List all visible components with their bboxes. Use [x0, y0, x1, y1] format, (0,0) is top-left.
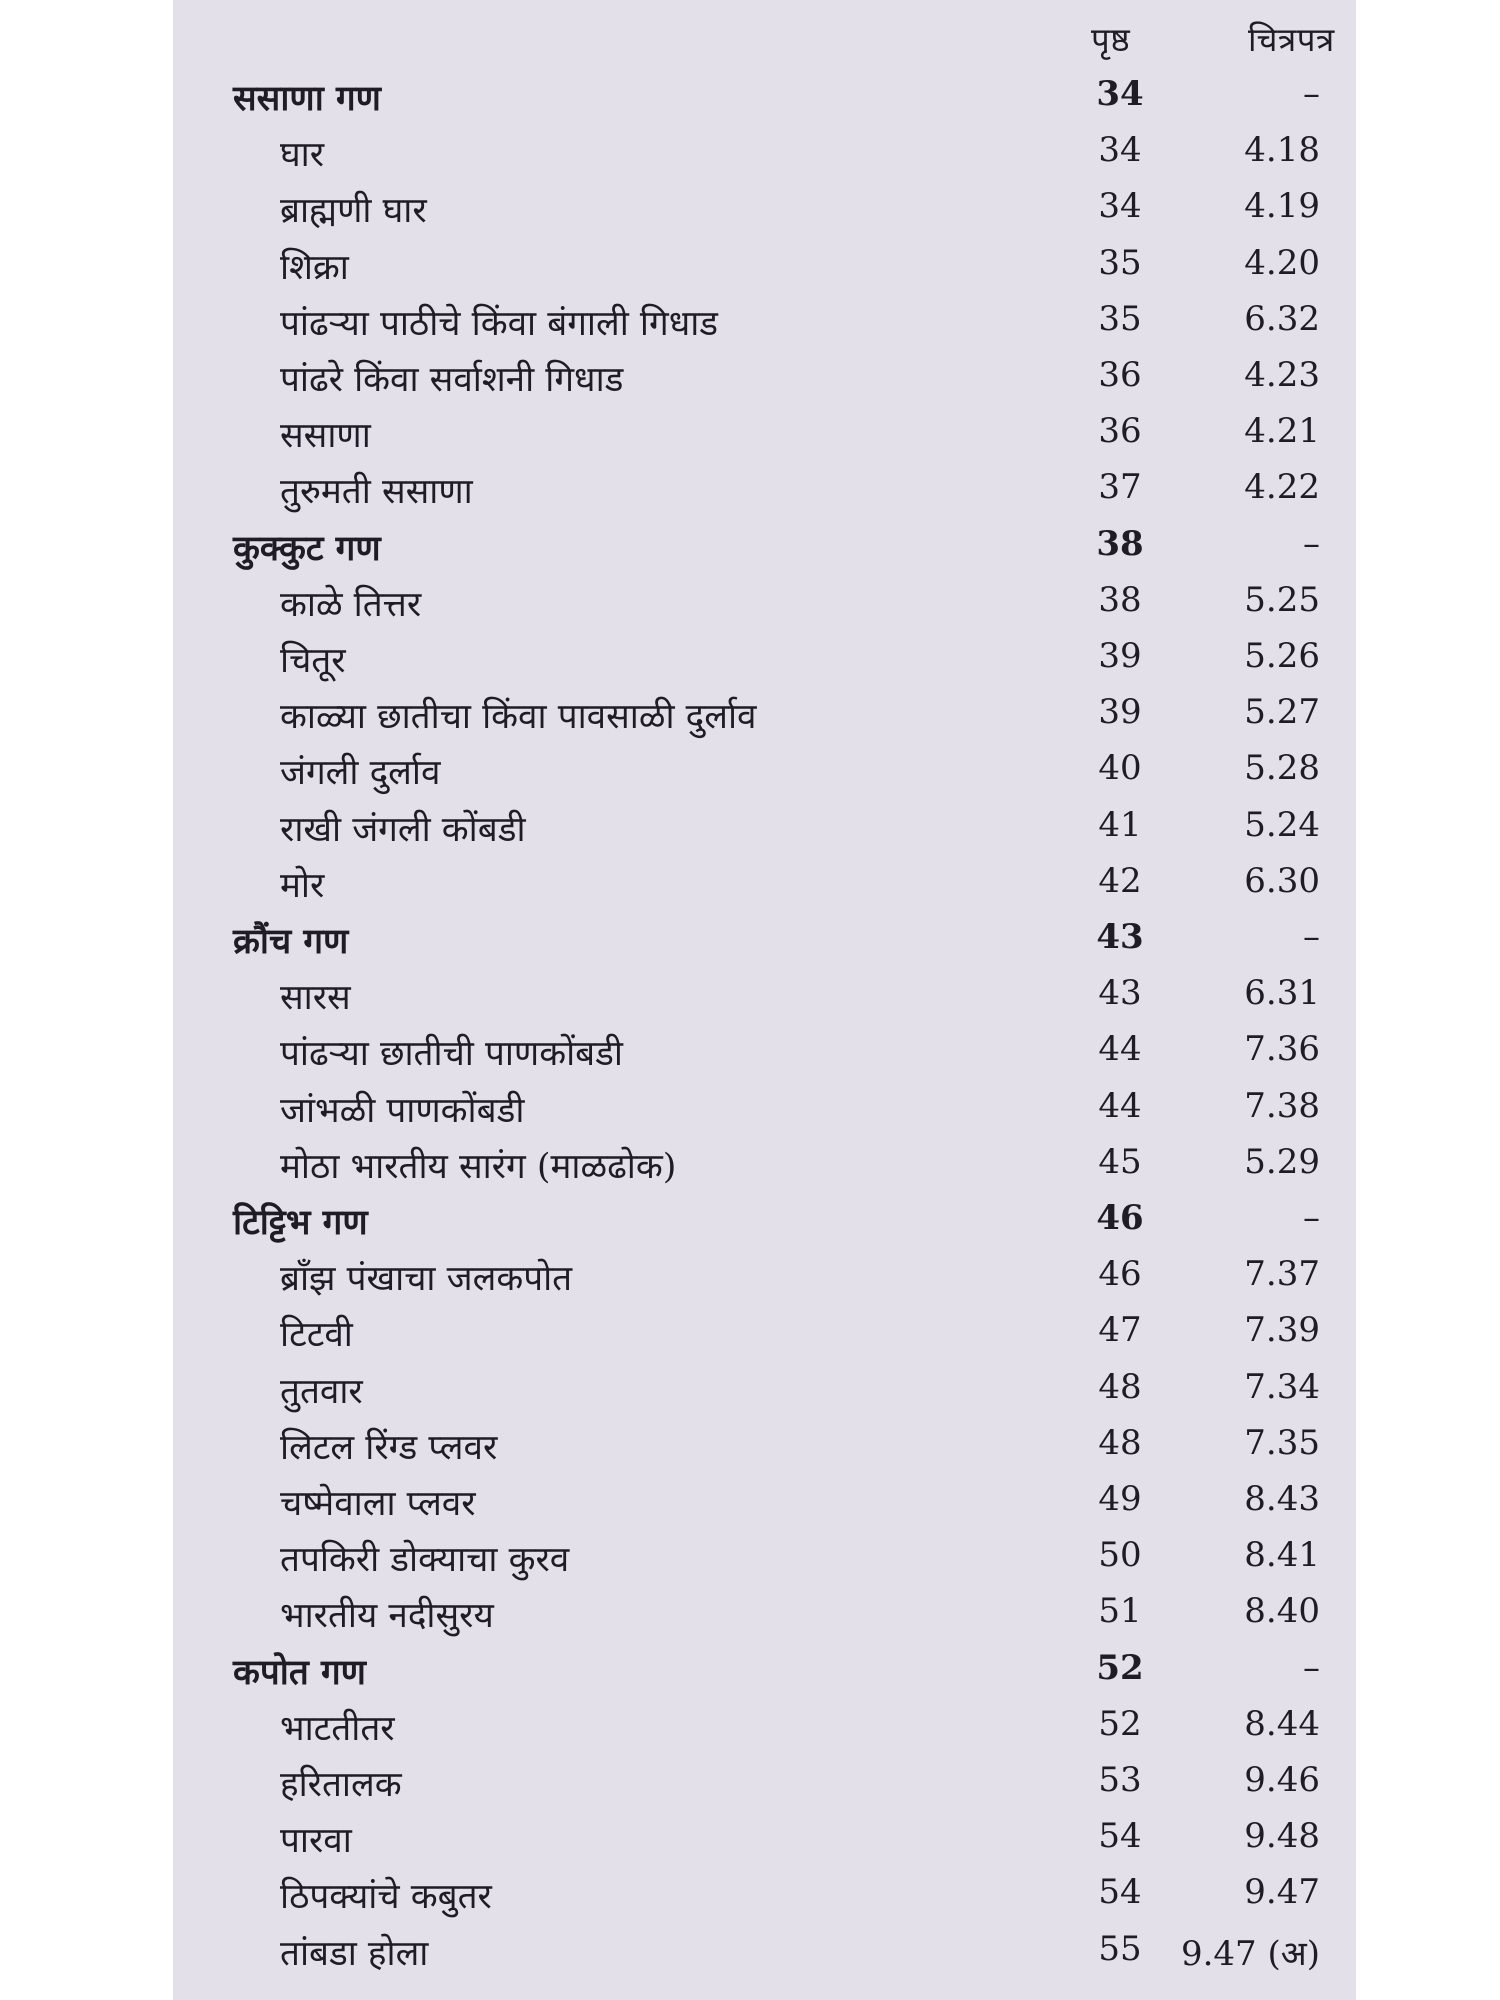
entry-row — [173, 684, 1356, 740]
bird-name: घार — [280, 135, 325, 176]
page-number: 53 — [1098, 1760, 1142, 1800]
bird-name: तांबडा होला — [280, 1933, 429, 1974]
bird-name: काळे तित्तर — [280, 584, 422, 625]
page-number: 52 — [1096, 1647, 1144, 1688]
plate-number: 4.22 — [1244, 467, 1320, 508]
plate-number: 7.38 — [1244, 1085, 1320, 1126]
plate-number: 7.36 — [1244, 1029, 1320, 1070]
plate-number: 8.44 — [1244, 1703, 1320, 1744]
bird-name: राखी जंगली कोंबडी — [280, 809, 526, 850]
entry-row — [173, 1021, 1356, 1077]
entry-row — [173, 628, 1356, 684]
page-number: 34 — [1098, 130, 1142, 171]
entry-row — [173, 1527, 1356, 1583]
entry-row — [173, 235, 1356, 291]
page-number: 48 — [1098, 1422, 1142, 1463]
group-name: कपोत गण — [233, 1651, 366, 1693]
entry-row — [173, 965, 1356, 1021]
entry-row — [173, 572, 1356, 628]
bird-name: सारस — [280, 978, 351, 1019]
page-number: 46 — [1096, 1198, 1144, 1238]
plate-number: 4.18 — [1244, 130, 1320, 171]
entry-row — [173, 1359, 1356, 1415]
page-number: 34 — [1098, 186, 1142, 227]
entry-row — [173, 1696, 1356, 1752]
plate-number: 9.48 — [1244, 1816, 1320, 1857]
plate-number: 8.41 — [1244, 1535, 1320, 1576]
page-number: 49 — [1098, 1479, 1142, 1519]
group-heading-row — [173, 66, 1356, 122]
page-number: 45 — [1098, 1141, 1142, 1182]
page-number: 36 — [1098, 355, 1142, 395]
page-number: 37 — [1098, 467, 1142, 508]
page-number: 39 — [1098, 692, 1142, 733]
entry-row — [173, 459, 1356, 515]
group-heading-row — [173, 1190, 1356, 1246]
page-number: 35 — [1098, 298, 1142, 339]
bird-name: चष्मेवाला प्लवर — [280, 1484, 476, 1524]
entry-row — [173, 1921, 1356, 1977]
plate-number: 7.39 — [1244, 1310, 1320, 1351]
plate-number: – — [1303, 917, 1320, 957]
group-name: क्रौंच गण — [233, 921, 349, 962]
group-name: कुक्कुट गण — [233, 527, 381, 569]
page-number: 44 — [1098, 1085, 1142, 1126]
bird-name: टिटवी — [280, 1315, 353, 1356]
plate-number: 8.40 — [1244, 1591, 1320, 1632]
plate-number: 5.24 — [1244, 804, 1320, 845]
bird-name: भाटतीतर — [280, 1708, 395, 1749]
plate-number: 7.35 — [1244, 1422, 1320, 1463]
entry-row — [173, 740, 1356, 796]
entry-row — [173, 1134, 1356, 1190]
page-number: 43 — [1098, 973, 1142, 1014]
entry-row — [173, 1808, 1356, 1864]
bird-name: तुतवार — [280, 1371, 363, 1412]
page-number: 36 — [1098, 411, 1142, 452]
bird-name: काळ्या छातीचा किंवा पावसाळी दुर्लाव — [280, 697, 757, 738]
page-number: 38 — [1096, 523, 1144, 564]
plate-number: 8.43 — [1244, 1479, 1320, 1519]
entry-row — [173, 1752, 1356, 1808]
group-heading-row — [173, 909, 1356, 965]
bird-name: मोठा भारतीय सारंग (माळढोक) — [280, 1146, 677, 1187]
bird-name: शिक्रा — [280, 247, 349, 288]
plate-number: 5.25 — [1244, 579, 1320, 620]
bird-name: पांढऱ्या पाठीचे किंवा बंगाली गिधाड — [280, 303, 719, 344]
plate-number: 9.47 — [1244, 1872, 1320, 1913]
bird-name: चितूर — [280, 641, 346, 681]
page-number: 38 — [1098, 579, 1142, 620]
entry-row — [173, 403, 1356, 459]
group-heading-row — [173, 516, 1356, 572]
page-number: 50 — [1098, 1535, 1142, 1576]
page-number: 46 — [1098, 1254, 1142, 1295]
bird-name: मोर — [280, 865, 325, 906]
entry-row — [173, 1415, 1356, 1471]
page-column-header: पृष्ठ — [1091, 20, 1131, 59]
plate-number: 5.28 — [1244, 748, 1320, 789]
plate-number: 7.37 — [1244, 1254, 1320, 1295]
entry-row — [173, 1583, 1356, 1639]
page-number: 55 — [1098, 1928, 1142, 1969]
plate-number: 5.26 — [1244, 636, 1320, 676]
plate-number: 6.32 — [1244, 298, 1320, 339]
bird-name: जंगली दुर्लाव — [280, 753, 441, 794]
entry-row — [173, 1864, 1356, 1920]
bird-name: तुरुमती ससाणा — [280, 472, 473, 513]
entry-row — [173, 347, 1356, 403]
bird-name: तपकिरी डोक्याचा कुरव — [280, 1540, 570, 1581]
plate-number: 5.29 — [1244, 1141, 1320, 1182]
plate-number: – — [1303, 523, 1320, 564]
entry-row — [173, 1302, 1356, 1358]
plate-number: – — [1303, 1647, 1320, 1688]
plate-number: 4.19 — [1244, 186, 1320, 227]
page-number: 48 — [1098, 1366, 1142, 1407]
plate-number: 9.47 (अ) — [1180, 1933, 1320, 1974]
bird-name: ठिपक्यांचे कबुतर — [280, 1877, 492, 1918]
bird-name: ब्राँझ पंखाचा जलकपोत — [280, 1259, 573, 1300]
group-heading-row — [173, 1640, 1356, 1696]
plate-number: 7.34 — [1244, 1366, 1320, 1407]
page-number: 41 — [1098, 804, 1142, 845]
entry-row — [173, 291, 1356, 347]
plate-number: 6.30 — [1244, 860, 1320, 901]
entry-row — [173, 178, 1356, 234]
plate-number: 5.27 — [1244, 692, 1320, 733]
bird-name: भारतीय नदीसुरय — [280, 1596, 494, 1637]
page-number: 47 — [1098, 1310, 1142, 1351]
plate-number: 9.46 — [1244, 1760, 1320, 1800]
entry-row — [173, 797, 1356, 853]
plate-number: 4.20 — [1244, 242, 1320, 283]
page-number: 42 — [1098, 860, 1142, 901]
page-number: 44 — [1098, 1029, 1142, 1070]
group-name: ससाणा गण — [233, 78, 381, 119]
page-number: 35 — [1098, 242, 1142, 283]
plate-number: – — [1303, 1198, 1320, 1238]
entry-row — [173, 122, 1356, 178]
plate-number: 4.23 — [1244, 355, 1320, 395]
bird-name: पारवा — [280, 1821, 352, 1862]
entry-row — [173, 853, 1356, 909]
page-number: 54 — [1098, 1816, 1142, 1857]
bird-name: ससाणा — [280, 416, 371, 457]
bird-name: हरितालक — [280, 1765, 402, 1805]
page-number: 39 — [1098, 636, 1142, 676]
entry-row — [173, 1078, 1356, 1134]
entry-row — [173, 1246, 1356, 1302]
bird-name: लिटल रिंग्ड प्लवर — [280, 1427, 498, 1468]
group-name: टिट्टिभ गण — [233, 1202, 368, 1243]
bird-name: पांढऱ्या छातीची पाणकोंबडी — [280, 1034, 623, 1075]
plate-column-header: चित्रपत्र — [1248, 20, 1335, 59]
page-number: 34 — [1096, 74, 1144, 114]
entry-row — [173, 1471, 1356, 1527]
bird-name: ब्राह्मणी घार — [280, 191, 427, 232]
bird-name: पांढरे किंवा सर्वाशनी गिधाड — [280, 360, 624, 400]
page-number: 54 — [1098, 1872, 1142, 1913]
page-number: 52 — [1098, 1703, 1142, 1744]
bird-name: जांभळी पाणकोंबडी — [280, 1090, 525, 1131]
plate-number: 4.21 — [1244, 411, 1320, 452]
page-number: 43 — [1096, 917, 1144, 957]
page-number: 51 — [1098, 1591, 1142, 1632]
page-number: 40 — [1098, 748, 1142, 789]
plate-number: – — [1303, 74, 1320, 114]
index-page — [173, 0, 1356, 2000]
plate-number: 6.31 — [1244, 973, 1320, 1014]
